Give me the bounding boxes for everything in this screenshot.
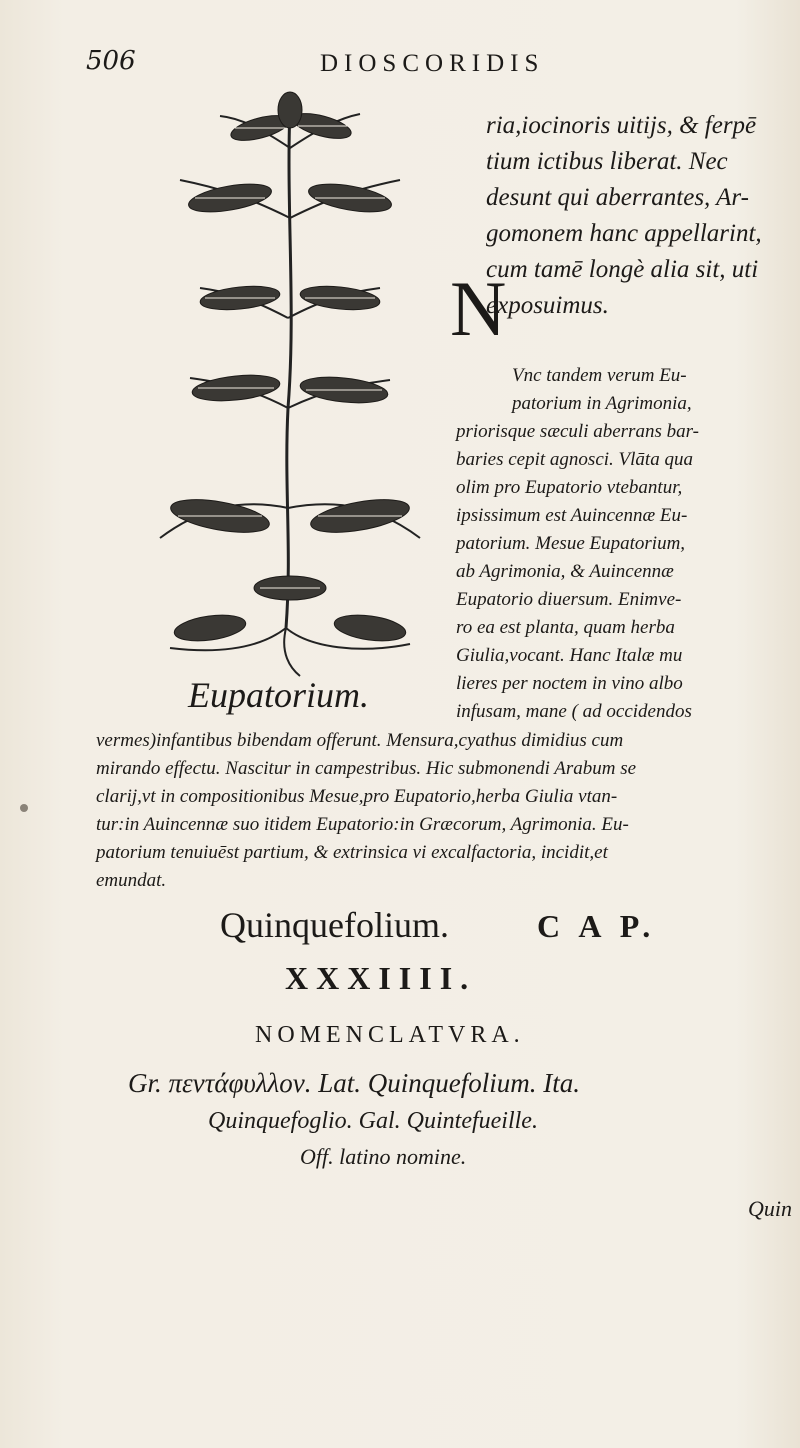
text-line: Eupatorio diuersum. Enimve- [456,589,682,610]
chapter-number: XXXIIII. [285,960,477,996]
nomenclature-line: Quinquefoglio. Gal. Quintefueille. [208,1108,538,1134]
text-line: Giulia,vocant. Hanc Italæ mu [456,645,683,666]
text-line: mirando effectu. Nascitur in campestribus. Hic submonendi Arabum se [96,758,637,779]
text-line: gomonem hanc appellarint, [486,220,762,247]
text-line: Vnc tandem verum Eu- [512,365,687,386]
figure-caption: Eupatorium. [188,675,370,715]
text-line: patorium. Mesue Eupatorium, [456,533,686,554]
chapter-label: C A P. [537,908,657,944]
nomenclatura-heading: NOMENCLATVRA. [255,1022,525,1048]
nomenclature-line: Gr. πεντάφυλλον. Lat. Quinquefolium. Ita. [128,1068,580,1098]
text-line: infusam, mane ( ad occidendos [456,701,692,722]
text-line: exposuimus. [486,292,609,319]
text-line: ab Agrimonia, & Auincennæ [456,561,674,582]
page-number: 506 [86,46,136,76]
ink-blot [20,804,28,812]
text-line: desunt qui aberrantes, Ar- [486,184,749,211]
text-line: patorium tenuiuēst partium, & extrinsica vi excalfactoria, incidit,et [96,842,608,863]
text-line: emundat. [96,870,167,891]
text-line: ria,iocinoris uitijs, & ferpē [486,112,757,139]
text-line: tur:in Auincennæ suo itidem Eupatorio:in Græcorum, Agrimonia. Eu- [96,814,629,835]
text-line: vermes)infantibus bibendam offerunt. Mensura,cyathus dimidius cum [96,730,624,751]
drop-capital: N [450,265,507,352]
text-line: lieres per noctem in vino albo [456,673,683,694]
text-line: cum tamē longè alia sit, uti [486,256,759,283]
nomenclature-line: Off. latino nomine. [300,1144,467,1169]
text-line: clarij,vt in compositionibus Mesue,pro Eupatorio,herba Giulia vtan- [96,786,618,807]
running-head: DIOSCORIDIS [320,50,545,77]
text-line: ro ea est planta, quam herba [456,617,675,638]
text-line: olim pro Eupatorio vtebantur, [456,477,683,498]
chapter-title: Quinquefolium. [220,905,449,945]
catchword: Quin [748,1196,792,1221]
text-line: tium ictibus liberat. Nec [486,148,728,175]
eupatorium-woodcut-illustration [140,88,440,678]
text-line: ipsissimum est Auincennæ Eu- [456,505,688,526]
text-line: baries cepit agnosci. Vlāta qua [456,449,693,470]
text-line: patorium in Agrimonia, [512,393,692,414]
text-line: priorisque sæculi aberrans bar- [456,421,699,442]
